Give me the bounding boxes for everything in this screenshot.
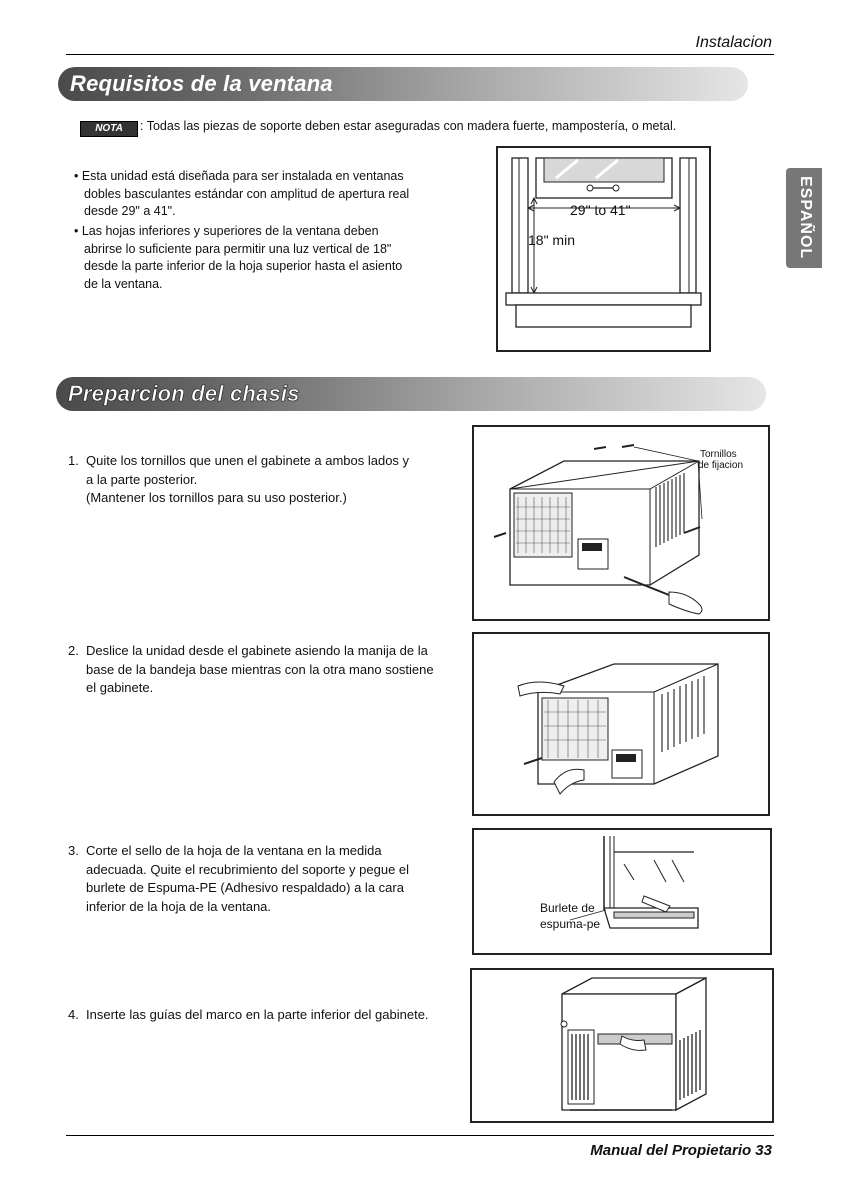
text-line: Quite los tornillos que unen el gabinete a ambos lados y xyxy=(86,453,410,468)
text-line: burlete de Espuma-PE (Adhesivo respaldado) a la cara xyxy=(86,880,404,895)
text-line: base de la bandeja base mientras con la otra mano sostiene xyxy=(86,661,434,677)
text-line: el gabinete. xyxy=(86,680,154,695)
text-line: dobles basculantes estándar con amplitud de apertura real xyxy=(84,186,410,201)
bullet-window-type xyxy=(74,168,474,221)
text-line: abrirse lo suficiente para permitir una luz vertical de 18" xyxy=(84,241,392,256)
foam-seal-illustration xyxy=(474,830,770,953)
step-4-text xyxy=(68,1006,468,1025)
step-number: 2. xyxy=(68,643,79,658)
ac-unit-screws-illustration xyxy=(474,427,768,619)
window-dimensions-figure xyxy=(496,146,711,352)
text-line: adecuada. Quite el recubrimiento del soporte y pegue el xyxy=(86,861,410,877)
bullet-window-opening xyxy=(74,223,474,293)
step-1-figure xyxy=(472,425,770,621)
text-line: • Las hojas inferiores y superiores de la ventana deben xyxy=(74,224,379,238)
slide-unit-illustration xyxy=(474,634,768,814)
header-rule xyxy=(66,54,774,55)
text-line: (Mantener los tornillos para su uso posterior.) xyxy=(86,490,347,505)
cabinet-guides-illustration xyxy=(472,970,772,1121)
foam-label-line1: Burlete de xyxy=(540,901,595,915)
window-illustration xyxy=(498,148,709,350)
step-3-text xyxy=(68,842,468,916)
section-header-window-requirements xyxy=(58,67,748,101)
header-section-name: Instalacion xyxy=(695,34,772,51)
screws-label-line2: de fijacion xyxy=(698,460,744,471)
language-label: ESPAÑOL xyxy=(797,176,814,260)
section-header-chassis-prep xyxy=(56,377,766,411)
text-line: Corte el sello de la hoja de la ventana en la medida xyxy=(86,843,382,858)
step-3-figure xyxy=(472,828,772,955)
footer-rule xyxy=(66,1135,774,1136)
section-title: Preparcion del chasis xyxy=(68,381,300,406)
language-side-tab xyxy=(786,168,822,268)
text-line: de la ventana. xyxy=(84,276,163,291)
section-title: Requisitos de la ventana xyxy=(70,71,333,96)
step-number: 4. xyxy=(68,1007,79,1022)
text-line: desde la parte inferior de la hoja superior hasta el asiento xyxy=(84,259,403,273)
text-line: a la parte posterior. xyxy=(86,471,198,487)
screws-label-line1: Tornillos xyxy=(700,449,737,460)
footer-page-label: Manual del Propietario 33 xyxy=(590,1142,772,1159)
step-2-figure xyxy=(472,632,770,816)
text-line: Inserte las guías del marco en la parte inferior del gabinete. xyxy=(86,1007,429,1022)
height-dimension-label: 18" min xyxy=(528,232,575,248)
text-line: desde 29" a 41". xyxy=(84,204,176,218)
step-2-text xyxy=(68,642,468,698)
step-4-figure xyxy=(470,968,774,1123)
step-1-text xyxy=(68,452,468,508)
text-line: inferior de la hoja de la ventana. xyxy=(86,898,272,914)
text-line: Deslice la unidad desde el gabinete asiendo la manija de la xyxy=(86,643,428,658)
note-text: : Todas las piezas de soporte deben estar aseguradas con madera fuerte, mampostería, o metal. xyxy=(140,119,677,133)
text-line: • Esta unidad está diseñada para ser instalada en ventanas xyxy=(74,169,404,183)
step-number: 3. xyxy=(68,843,79,858)
foam-label-line2: espuma-pe xyxy=(540,917,601,931)
note-badge: NOTA xyxy=(80,121,138,137)
step-number: 1. xyxy=(68,453,79,468)
width-dimension-label: 29" to 41" xyxy=(570,202,631,218)
